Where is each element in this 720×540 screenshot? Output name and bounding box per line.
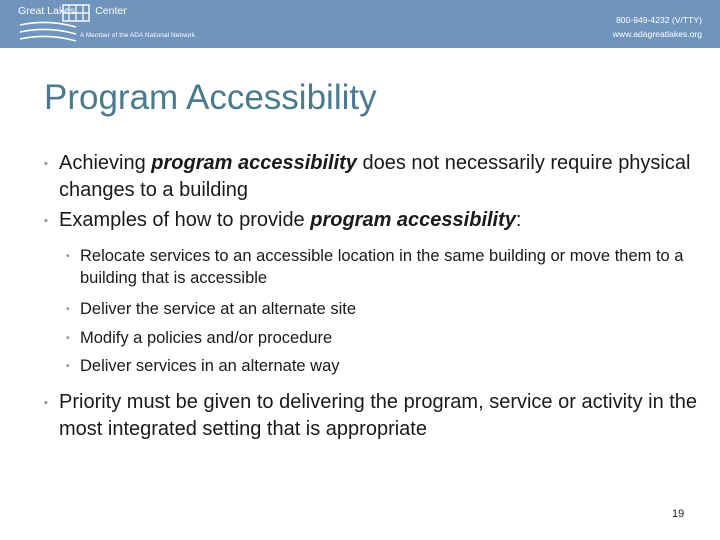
logo-tagline: A Member of the ADA National Network xyxy=(80,32,196,39)
logo-name-right: Center xyxy=(95,5,127,17)
logo-name-left: Great Lakes xyxy=(18,5,76,17)
bullet-item xyxy=(44,389,704,442)
sub-bullet-text: Deliver the service at an alternate site xyxy=(80,300,357,318)
wave-swoosh-icon xyxy=(18,19,80,43)
sub-bullet-item xyxy=(66,299,696,321)
sub-bullet-item xyxy=(66,246,696,289)
sub-bullet-item xyxy=(66,356,696,378)
great-lakes-center-logo xyxy=(18,3,218,45)
bullet-dot: • xyxy=(66,304,70,315)
sub-bullet-item xyxy=(66,328,696,350)
bullet-text-part: Achieving xyxy=(59,152,152,174)
sub-bullet-text: Deliver services in an alternate way xyxy=(80,357,340,375)
header-bar xyxy=(0,0,720,48)
slide-title: Program Accessibility xyxy=(44,78,377,117)
bullet-text-part: does not necessarily require physical changes to a building xyxy=(59,152,691,201)
bullet-dot: • xyxy=(44,397,48,409)
bullet-text: Priority must be given to delivering the program, service or activity in the most integrated setting that is appropriate xyxy=(59,391,698,440)
bullet-text xyxy=(59,150,704,203)
page-number: 19 xyxy=(672,508,685,520)
bullet-text-part: Examples of how to provide xyxy=(59,209,311,231)
bullet-dot: • xyxy=(44,215,48,227)
bullet-item xyxy=(44,150,704,203)
bullet-dot: • xyxy=(66,333,70,344)
website-url: www.adagreatlakes.org xyxy=(612,29,702,39)
bullet-emphasis: program accessibility xyxy=(151,152,357,174)
sub-bullet-text: Modify a policies and/or procedure xyxy=(80,329,333,347)
bullet-dot: • xyxy=(66,361,70,372)
phone-number: 800-949-4232 (V/TTY) xyxy=(616,15,702,25)
bullet-emphasis: program accessibility xyxy=(310,209,516,231)
bullet-dot: • xyxy=(44,158,48,170)
bullet-dot: • xyxy=(66,251,70,262)
contact-info xyxy=(613,13,702,41)
bullet-text-part: : xyxy=(515,209,522,231)
bullet-item xyxy=(44,207,704,234)
bullet-text xyxy=(59,207,704,234)
sub-bullet-text: Relocate services to an accessible location in the same building or move them to a building that is accessible xyxy=(80,247,684,287)
